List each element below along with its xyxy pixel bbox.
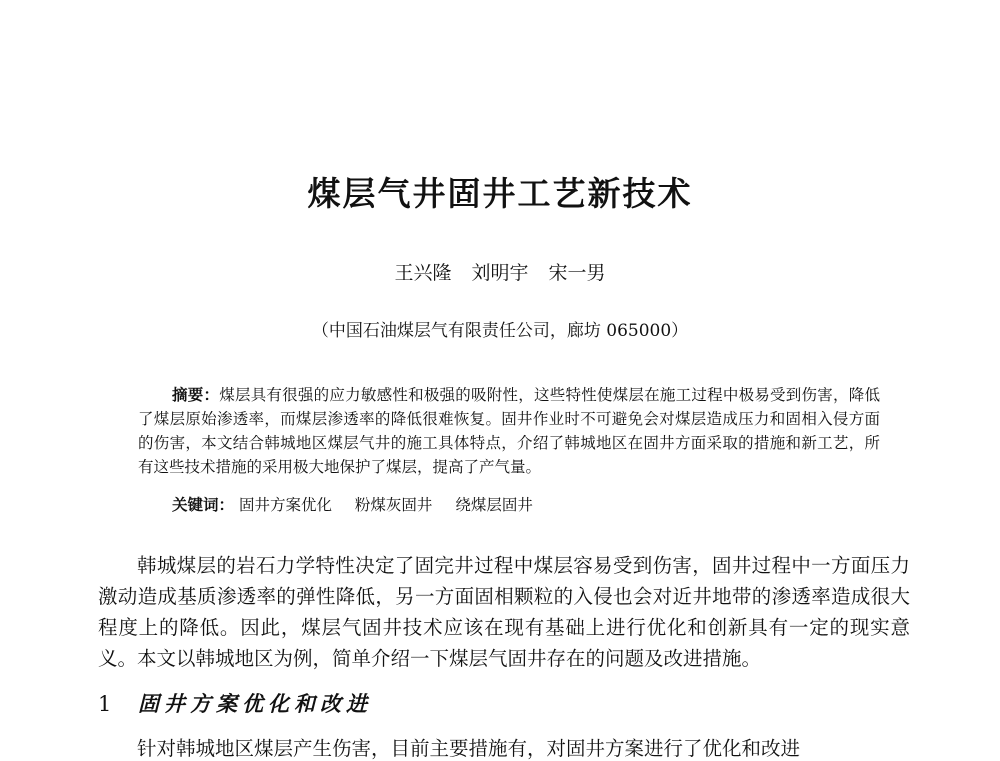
section-heading [98, 688, 372, 718]
section-number: 1 [98, 692, 112, 716]
keywords [172, 493, 551, 515]
keywords-label: 关键词： [172, 496, 235, 514]
keyword-3: 绕煤层固井 [455, 496, 533, 514]
author-affiliation: （中国石油煤层气有限责任公司，廊坊 065000） [311, 321, 689, 341]
abstract [138, 383, 880, 479]
author-list: 王兴隆 刘明宇 宋一男 [394, 262, 606, 284]
cut-off-body-line: 针对韩城地区煤层产生伤害，目前主要措施有，对固井方案进行了优化和改进 [137, 737, 801, 760]
section-title: 固井方案优化和改进 [138, 691, 372, 716]
abstract-text: 煤层具有很强的应力敏感性和极强的吸附性，这些特性使煤层在施工过程中极易受到伤害，降低了煤层原始渗透率，而煤层渗透率的降低很难恢复。固井作业时不可避免会对煤层造成压力和固相入侵方面的伤害，本文结合韩城地区煤层气井的施工具体特点，介绍了韩城地区在固井方面采取的措施和新工艺，所有这些技术措施的采用极大地保护了煤层，提高了产气量。 [138, 386, 880, 476]
intro-paragraph: 韩城煤层的岩石力学特性决定了固完井过程中煤层容易受到伤害，固井过程中一方面压力激动造成基质渗透率的弹性降低，另一方面固相颗粒的入侵也会对近井地带的渗透率造成很大程度上的降低。因此，煤层气固井技术应该在现有基础上进行优化和创新具有一定的现实意义。本文以韩城地区为例，简单介绍一下煤层气固井存在的问题及改进措施。 [98, 554, 910, 670]
paper-title: 煤层气井固井工艺新技术 [307, 174, 693, 213]
keyword-1: 固井方案优化 [238, 496, 332, 514]
abstract-label: 摘要： [172, 386, 220, 404]
keyword-2: 粉煤灰固井 [354, 496, 433, 514]
